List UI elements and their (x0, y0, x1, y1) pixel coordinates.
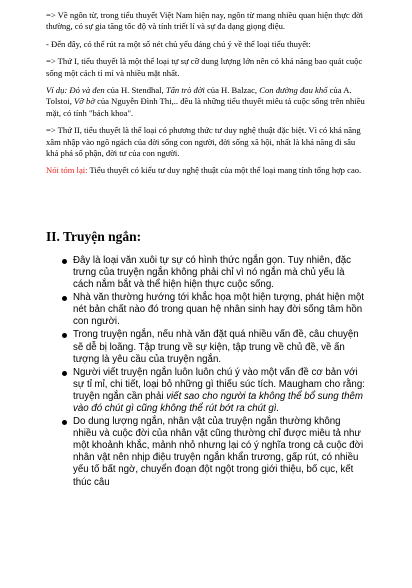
list-item (62, 292, 366, 328)
bullet-icon (62, 371, 67, 376)
author-stendhal: của H. Stendhal, (104, 85, 166, 96)
bullet-icon (62, 259, 67, 264)
examples-conclusion: của Nguyễn Đình Thi,.. đều là những tiểu thuyết miêu tả cuộc sống trên nhiều mặt, có tính "bách khoa". (46, 96, 365, 118)
conclusion-text: Tiểu thuyết có kiểu tư duy nghệ thuật của một thể loại mang tính tổng hợp cao. (87, 165, 362, 176)
short-story-bullet-list (46, 255, 366, 489)
bullet-text: Trong truyện ngắn, nếu nhà văn đặt quá nhiều vấn đề, câu chuyện sẽ dễ bị loãng. Tập trung về sự kiện, tập trung về chủ đề, về ấn tượng là yêu cầu của truyện ngắn. (73, 329, 359, 365)
list-item (62, 367, 366, 415)
maugham-quote: viết sao cho người ta không thể bổ sung thêm vào đó chút gì cũng không thể rút bớt ra chút gì. (73, 390, 363, 414)
paragraph-summary-intro: - Đến đây, có thể rút ra một số nét chủ yếu đáng chú ý về thể loại tiểu thuyết: (46, 38, 311, 49)
bullet-icon (62, 333, 67, 338)
bullet-text: Do dung lượng ngắn, nhân vật của truyện ngắn thường không nhiều và cuộc đời của nhân vật cũng thường chỉ được miêu tả như một khoảnh khắc, mảnh nhỏ nhưng lại có ý nghĩa trong cả cuộc đời nhân vật nên nhịp điệu truyện ngắn khẩn trương, gấp rút, có nhiều yếu tố bất ngờ, chuyển đoạn đột ngột trong giới thiệu, bố cục, kết thúc câu (73, 416, 364, 488)
paragraph-point-one: => Thứ I, tiểu thuyết là một thể loại tự sự cỡ dung lượng lớn nên có khả năng bao quát cuộc sống một cách tỉ mỉ và nhiều mặt nhất. (46, 56, 363, 78)
list-item (62, 329, 366, 365)
paragraph-conclusion (46, 165, 366, 176)
paragraph-examples (46, 85, 366, 119)
book-title-vo-bo: Vỡ bờ (74, 96, 95, 107)
author-tolstoi: của A. Tolstoi, (46, 85, 352, 107)
paragraph-point-two: => Thứ II, tiểu thuyết là thể loại có phương thức tư duy nghệ thuật đặc biệt. Vì có khả năng xâm nhập vào ngõ ngách của đời sống con người, đời sống xã hội, nhất là khả năng đi sâu khả phá số phận, đời tư của con người. (46, 125, 361, 159)
section-heading-short-story: II. Truyện ngắn: (46, 228, 142, 244)
example-prefix: Ví dụ: (46, 85, 70, 96)
list-item (62, 416, 366, 489)
author-balzac: của H. Balzac, (204, 85, 260, 96)
bullet-icon (62, 420, 67, 425)
bullet-text: Đây là loại văn xuôi tự sự có hình thức ngắn gọn. Tuy nhiên, đặc trưng của truyện ngắn không phải chỉ vì nó ngắn mà chủ yếu là cách nắm bắt và thể hiện hiện thực cuộc sống. (73, 254, 351, 291)
book-title-tan-tro-doi: Tấn trò đời (165, 85, 205, 96)
bullet-icon (62, 296, 67, 301)
paragraph-language: => Về ngôn từ, trong tiểu thuyết Việt Nam hiện nay, ngôn từ mang nhiều quan hiện thực đời thường, có sự gia tăng tốc độ và tính triết lí và sự đa dạng giọng điệu. (46, 10, 364, 32)
conclusion-label: Nói tóm lại: (46, 165, 88, 176)
book-title-do-va-den: Đỏ và đen (69, 85, 105, 96)
book-title-con-duong-dau-kho: Con đường đau khổ (259, 85, 328, 96)
bullet-text: Nhà văn thường hướng tới khắc họa một hiện tượng, phát hiện một nét bản chất nào đó trong quan hệ nhân sinh hay đời sống tâm hồn con người. (73, 292, 364, 328)
list-item (62, 255, 366, 291)
bullet-text: Người viết truyện ngắn luôn luôn chú ý vào một vấn đề cơ bản với sự tỉ mỉ, chi tiết, loại bỏ những gì thiếu súc tích. Maugham cho rằng: truyện ngắn cần phải (73, 366, 365, 402)
